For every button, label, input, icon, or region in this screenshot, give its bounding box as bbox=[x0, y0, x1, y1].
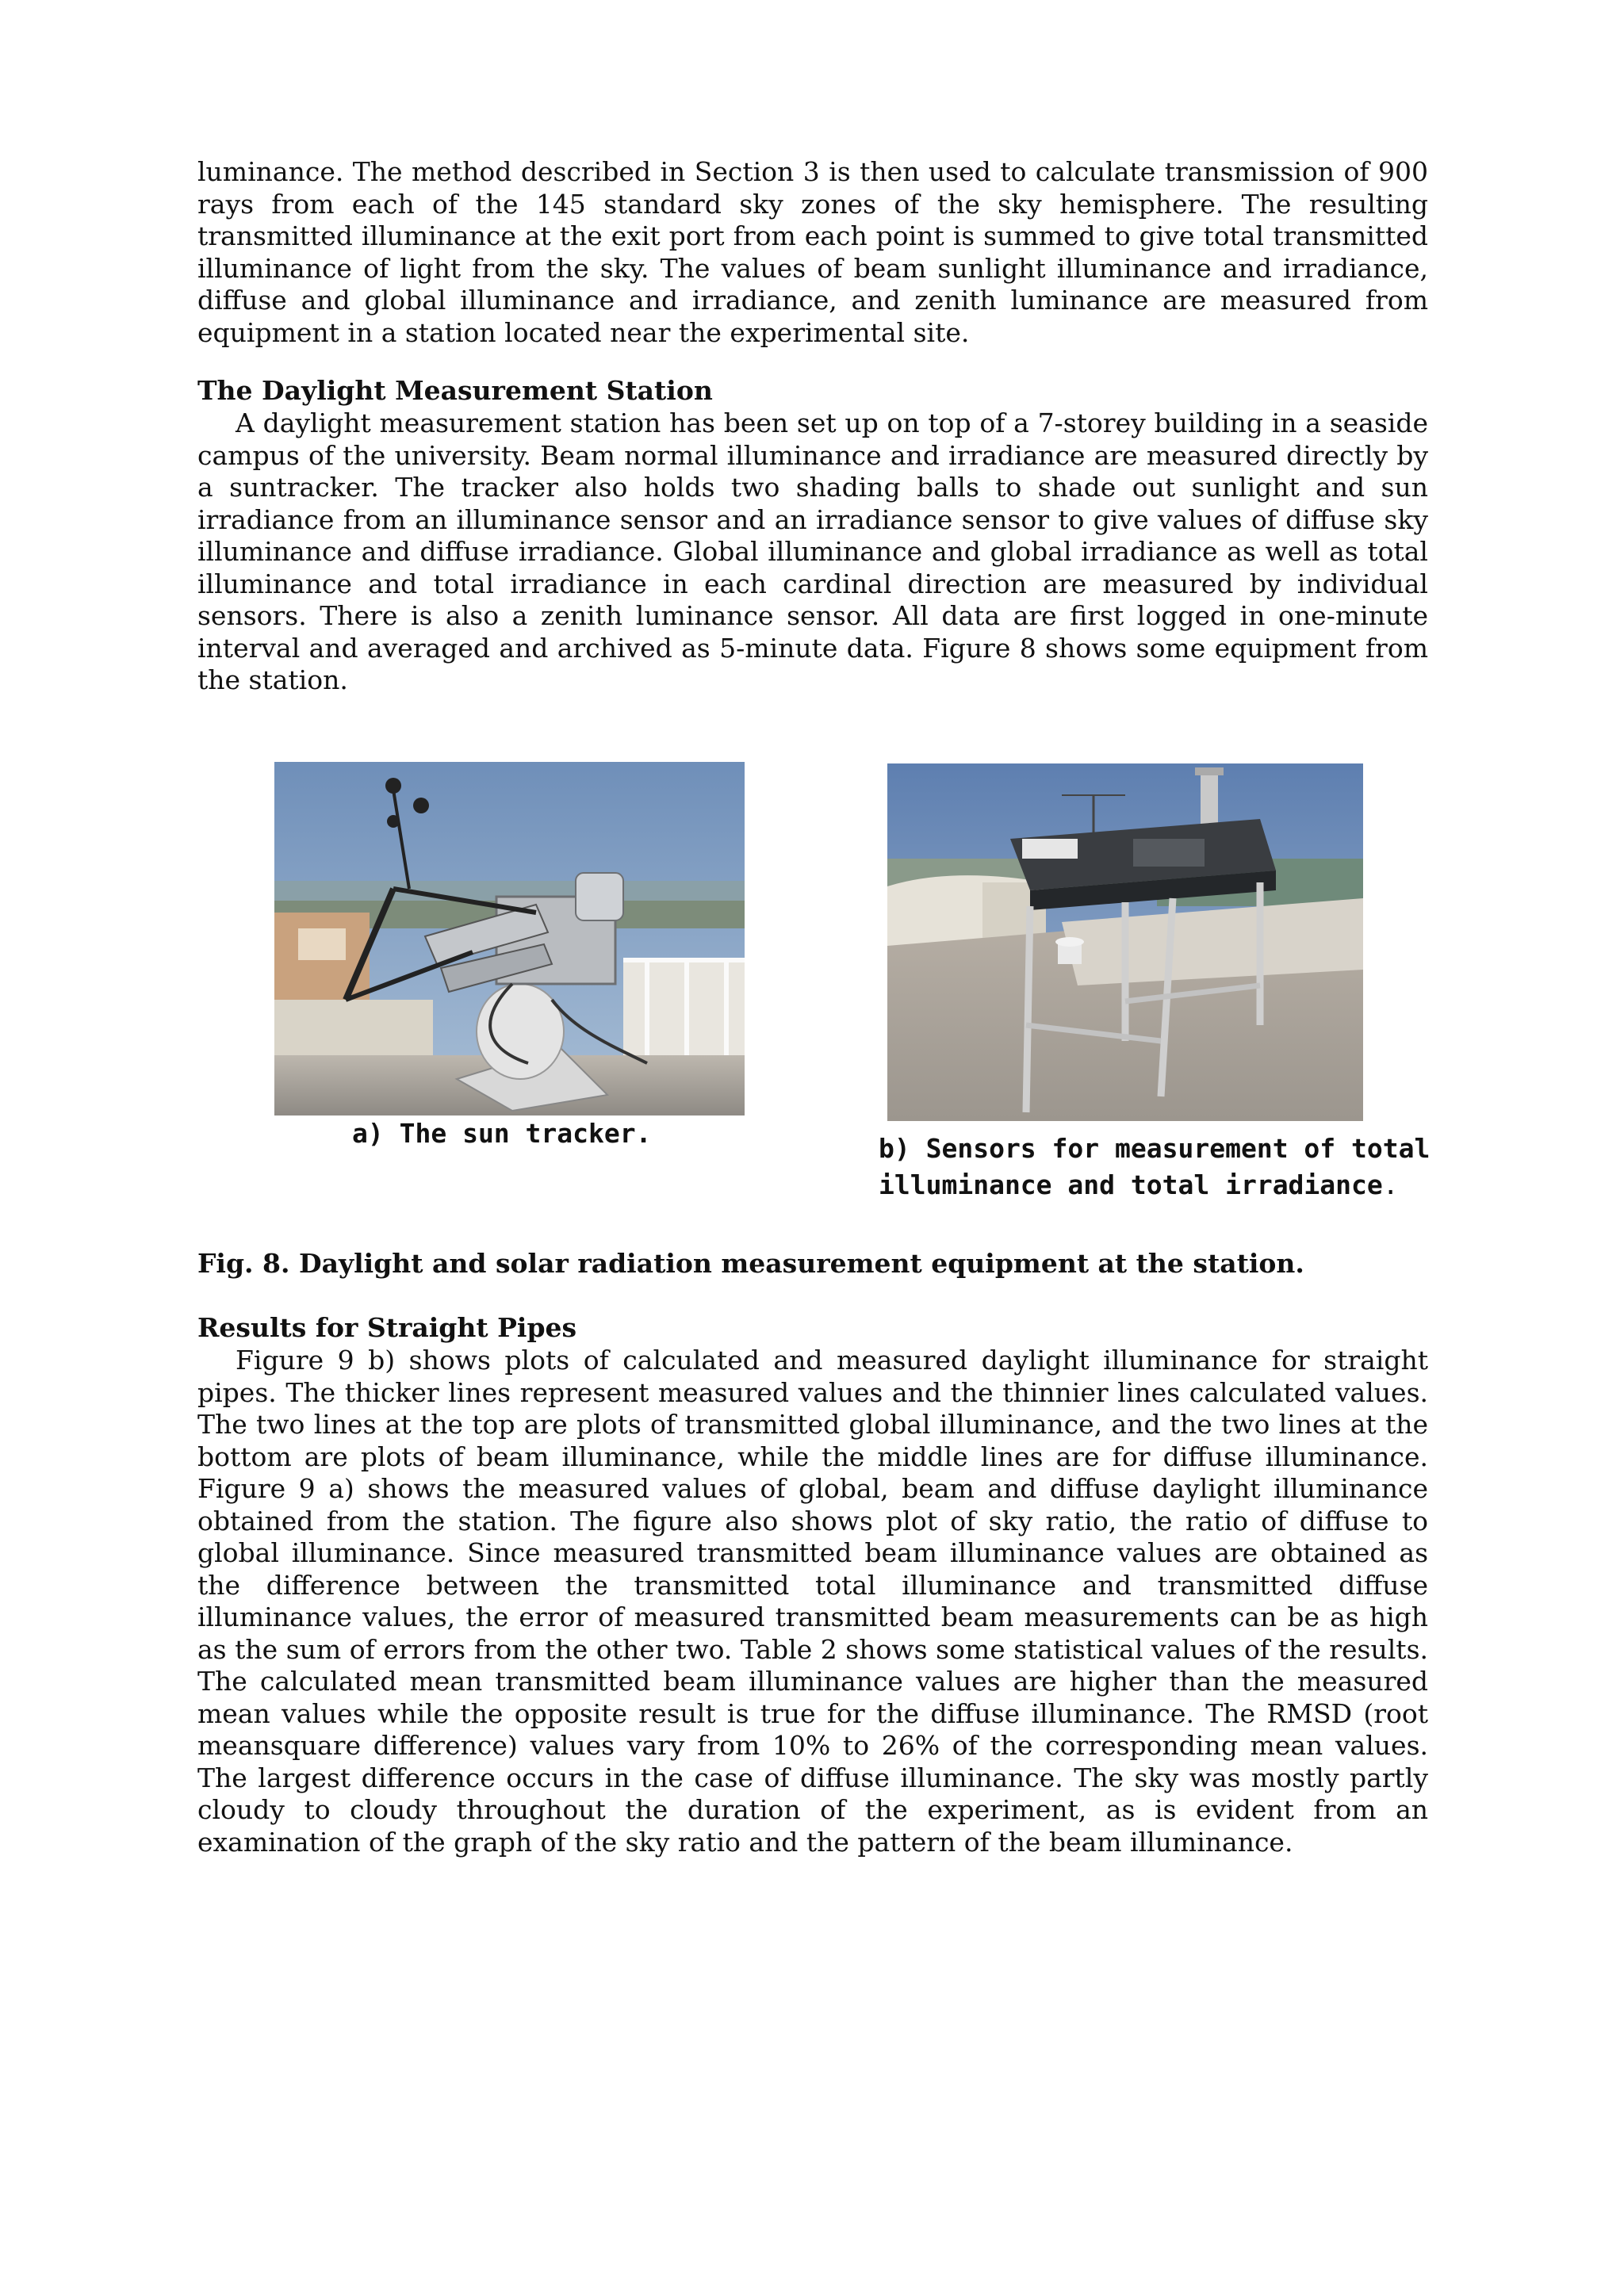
sensors-photo bbox=[887, 763, 1363, 1121]
figure-caption-a: a) The sun tracker. bbox=[352, 1118, 652, 1149]
station-section-heading: The Daylight Measurement Station bbox=[197, 375, 713, 406]
results-paragraph: Figure 9 b) shows plots of calculated and measured daylight illuminance for straight pipes. The thicker lines represent measured values and the thinnier lines calculated values. The two lines at the top are plots of transmitted global illuminance, and the two lines at the bottom are plots of beam illuminance, while the middle lines are for diffuse illuminance. Figure 9 a) shows the measured values of global, beam and diffuse daylight illuminance obtained from the station. The figure also shows plot of sky ratio, the ratio of diffuse to global illuminance. Since measured transmitted beam illuminance values are obtained as the difference between the transmitted total illuminance and transmitted diffuse illuminance values, the error of measured transmitted beam measurements can be as high as the sum of errors from the other two. Table 2 shows some statistical values of the results. The calculated mean transmitted beam illuminance values are higher than the measured mean values while the opposite result is true for the diffuse illuminance. The RMSD (root meansquare difference) values vary from 10% to 26% of the corresponding mean values. The largest difference occurs in the case of diffuse illuminance. The sky was mostly partly cloudy to cloudy throughout the duration of the experiment, as is evident from an examination of the graph of the sky ratio and the pattern of the beam illuminance. bbox=[197, 1345, 1428, 1858]
sun-tracker-photo bbox=[274, 762, 745, 1115]
results-section-heading: Results for Straight Pipes bbox=[197, 1312, 577, 1343]
results-block bbox=[197, 1345, 1428, 1858]
station-block bbox=[197, 408, 1428, 697]
figure-caption-b bbox=[879, 1131, 1430, 1203]
station-paragraph: A daylight measurement station has been set up on top of a 7-storey building in a seaside campus of the university. Beam normal illuminance and irradiance are measured directly by a suntracker. The tracker also holds two shading balls to shade out sunlight and sun irradiance from an illuminance sensor and an irradiance sensor to give values of diffuse sky illuminance and diffuse irradiance. Global illuminance and global irradiance as well as total illuminance and total irradiance in each cardinal direction are measured by individual sensors. There is also a zenith luminance sensor. All data are first logged in one-minute interval and averaged and archived as 5-minute data. Figure 8 shows some equipment from the station. bbox=[197, 408, 1428, 695]
figure-caption-b-line2 bbox=[879, 1167, 1430, 1203]
intro-block bbox=[197, 156, 1428, 349]
figure-caption-b-period: . bbox=[1382, 1169, 1399, 1200]
figure-caption-b-line1: b) Sensors for measurement of total bbox=[879, 1133, 1431, 1164]
figure-caption-b-line2-text: illuminance and total irradiance bbox=[879, 1169, 1383, 1200]
figure-title: Fig. 8. Daylight and solar radiation measurement equipment at the station. bbox=[197, 1248, 1304, 1279]
intro-paragraph: luminance. The method described in Section 3 is then used to calculate transmission of 900 rays from each of the 145 standard sky zones of the sky hemisphere. The resulting transmitted illuminance at the exit port from each point is summed to give total transmitted illuminance of light from the sky. The values of beam sunlight illuminance and irradiance, diffuse and global illuminance and irradiance, and zenith luminance are measured from equipment in a station located near the experimental site. bbox=[197, 156, 1428, 348]
